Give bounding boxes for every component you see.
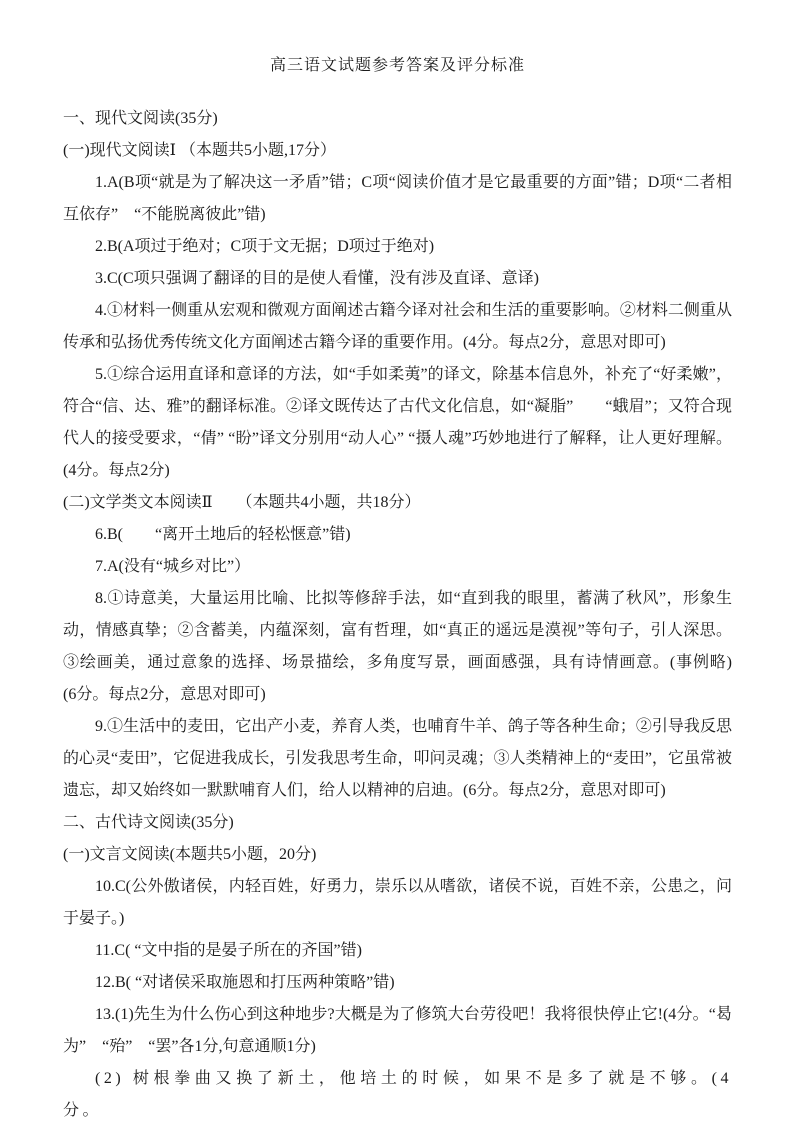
subsection-heading-modern-reading-1: (一)现代文阅读Ⅰ （本题共5小题,17分） <box>63 142 336 159</box>
answer-item-5: 5.①综合运用直译和意译的方法，如“手如柔荑”的译文，除基本信息外，补充了“好柔嫩”，符合“信、达、雅”的翻译标准。②译文既传达了古代文化信息，如“凝脂” “蛾眉”；又符合现代人的接受要求，“倩” “盼”译文分别用“动人心” “摄人魂”巧妙地进行了解释，让人更好理解。(4分。每点2分) <box>63 366 732 479</box>
answer-item-12: 12.B( “对诸侯采取施恩和打压两种策略”错) <box>95 974 395 991</box>
section-heading-modern-reading: 一、现代文阅读(35分) <box>63 110 218 127</box>
answer-item-7: 7.A(没有“城乡对比”） <box>95 558 251 575</box>
answer-item-10: 10.C(公外傲诸侯，内轻百姓，好勇力，崇乐以从嗜欲，诸侯不说，百姓不亲，公患之，问于晏子。) <box>63 878 732 927</box>
answer-item-3: 3.C(C项只强调了翻译的目的是使人看懂，没有涉及直译、意译) <box>95 270 540 287</box>
answer-item-11: 11.C( “文中指的是晏子所在的齐国”错) <box>95 942 362 959</box>
answer-item-1: 1.A(B项“就是为了解决这一矛盾”错；C项“阅读价值才是它最重要的方面”错；D项“二者相互依存” “不能脱离彼此”错) <box>63 174 732 223</box>
answer-item-13-part1: 13.(1)先生为什么伤心到这种地步?大概是为了修筑大台劳役吧！我将很快停止它!(4分。“曷为” “殆” “罢”各1分,句意通顺1分) <box>63 1006 732 1055</box>
answer-item-13-part2: (2) 树根拳曲又换了新土，他培土的时候，如果不是多了就是不够。(4分。 <box>63 1070 732 1119</box>
subsection-heading-literary-reading-2: (二)文学类文本阅读Ⅱ （本题共4小题，共18分） <box>63 494 421 511</box>
subsection-heading-classical-prose: (一)文言文阅读(本题共5小题，20分) <box>63 846 317 863</box>
answer-item-2: 2.B(A项过于绝对；C项于文无据；D项过于绝对) <box>95 238 435 255</box>
answer-item-8: 8.①诗意美，大量运用比喻、比拟等修辞手法，如“直到我的眼里，蓄满了秋风”，形象生动，情感真挚；②含蓄美，内蕴深刻，富有哲理，如“真正的遥远是漠视”等句子，引人深思。③绘画美，通过意象的选择、场景描绘，多角度写景，画面感强，具有诗情画意。(事例略) (6分。每点2分，意思对即可) <box>63 590 765 703</box>
answer-item-9: 9.①生活中的麦田，它出产小麦，养育人类，也哺育牛羊、鸽子等各种生命；②引导我反思的心灵“麦田”，它促进我成长，引发我思考生命，叩问灵魂；③人类精神上的“麦田”，它虽常被遗忘，却又始终如一默默哺育人们，给人以精神的启迪。(6分。每点2分，意思对即可) <box>63 718 732 799</box>
document-title: 高三语文试题参考答案及评分标准 <box>269 57 525 74</box>
section-heading-classical-reading: 二、古代诗文阅读(35分) <box>63 814 234 831</box>
answer-item-4: 4.①材料一侧重从宏观和微观方面阐述古籍今译对社会和生活的重要影响。②材料二侧重从传承和弘扬优秀传统文化方面阐述古籍今译的重要作用。(4分。每点2分，意思对即可) <box>63 302 732 351</box>
answer-item-6: 6.B( “离开土地后的轻松惬意”错) <box>95 526 351 543</box>
